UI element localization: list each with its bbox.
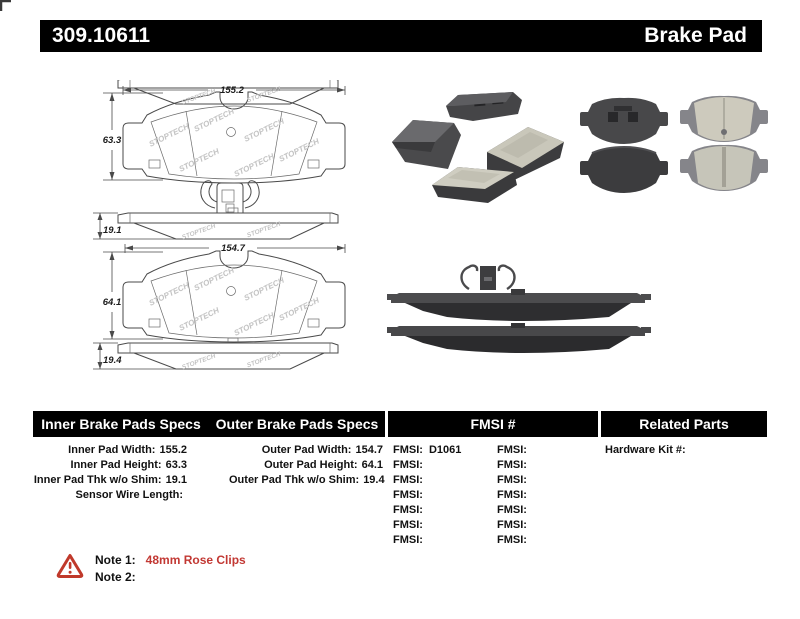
pads-specs-header-bar — [33, 411, 385, 437]
note1-label: Note 1: — [95, 553, 136, 567]
outer-spec-row — [229, 473, 383, 488]
product-photo-flat-set — [580, 92, 770, 194]
related-parts-title: Related Parts — [639, 416, 729, 432]
pad-photo-top — [446, 92, 522, 121]
spec-value: 19.4 — [363, 474, 385, 486]
related-part-label: Hardware Kit #: — [605, 444, 686, 456]
inner-spec-row — [33, 458, 187, 473]
spec-value: 154.7 — [355, 444, 383, 456]
svg-text:STOPTECH: STOPTECH — [177, 146, 221, 174]
svg-text:STOPTECH: STOPTECH — [232, 151, 276, 179]
fmsi-row — [393, 473, 461, 488]
svg-text:STOPTECH: STOPTECH — [246, 85, 282, 105]
svg-text:19.4: 19.4 — [103, 355, 122, 366]
fmsi-label: FMSI: — [393, 459, 423, 471]
fmsi-label: FMSI: — [497, 444, 527, 456]
inner-spec-row — [33, 443, 187, 458]
inner-spec-row — [33, 488, 187, 503]
fmsi-label: FMSI: — [497, 489, 527, 501]
spec-label: Inner Pad Thk w/o Shim: — [33, 474, 162, 486]
spec-label: Inner Pad Width: — [68, 444, 156, 456]
outer-spec-row — [229, 458, 383, 473]
note2-label: Note 2: — [95, 570, 136, 584]
fmsi-row — [497, 473, 533, 488]
related-part-row — [605, 443, 765, 458]
fmsi-title: FMSI # — [470, 416, 516, 432]
pad-photo-left — [392, 120, 461, 169]
fmsi-label: FMSI: — [393, 474, 423, 486]
fmsi-label: FMSI: — [497, 474, 527, 486]
svg-text:19.1: 19.1 — [103, 225, 122, 236]
spec-value: 155.2 — [159, 444, 187, 456]
spec-value: 63.3 — [165, 459, 187, 471]
fmsi-label: FMSI: — [393, 489, 423, 501]
fmsi-row — [497, 488, 533, 503]
notes-block — [95, 552, 246, 586]
fmsi-label: FMSI: — [393, 444, 423, 456]
fmsi-label: FMSI: — [497, 504, 527, 516]
spec-label: Sensor Wire Length: — [75, 489, 183, 501]
fmsi-row — [497, 458, 533, 473]
related-parts-header-bar — [601, 411, 767, 437]
outer-specs-list — [229, 443, 383, 488]
fmsi-row — [393, 443, 461, 458]
pad-photo-friction-bottom — [680, 145, 768, 191]
part-number: 309.10611 — [52, 24, 151, 47]
note-1 — [95, 552, 246, 569]
spec-label: Outer Pad Thk w/o Shim: — [229, 474, 360, 486]
pad-photo-friction-top — [680, 96, 768, 142]
pad-photo-back-plain — [580, 147, 668, 193]
fmsi-row — [497, 503, 533, 518]
fmsi-row — [393, 503, 461, 518]
fmsi-row — [393, 533, 461, 548]
dim-outer-thickness — [93, 343, 176, 369]
edge-pad-bottom — [387, 323, 651, 353]
fmsi-list-1 — [393, 443, 461, 548]
fmsi-row — [393, 488, 461, 503]
product-photo-edge-set — [385, 263, 655, 355]
dim-inner-thickness — [93, 213, 176, 239]
fmsi-label: FMSI: — [497, 534, 527, 546]
fmsi-row — [393, 518, 461, 533]
svg-text:STOPTECH: STOPTECH — [147, 121, 191, 149]
inner-spec-row — [33, 473, 187, 488]
warning-icon — [56, 553, 84, 579]
svg-text:155.2: 155.2 — [220, 85, 244, 96]
fmsi-list-2 — [497, 443, 533, 548]
svg-text:63.3: 63.3 — [102, 135, 122, 146]
title-bar — [40, 20, 762, 52]
edge-clip — [462, 266, 515, 290]
spec-value: 19.1 — [165, 474, 187, 486]
svg-text:STOPTECH: STOPTECH — [181, 87, 217, 107]
fmsi-header-bar — [388, 411, 598, 437]
fmsi-row — [497, 518, 533, 533]
pad-photo-back-with-hardware — [580, 98, 668, 144]
technical-drawing — [45, 80, 385, 375]
outer-spec-row — [229, 443, 383, 458]
spec-label: Outer Pad Height: — [264, 459, 358, 471]
svg-text:64.1: 64.1 — [102, 297, 122, 308]
fmsi-value: D1061 — [428, 444, 462, 456]
svg-text:STOPTECH: STOPTECH — [192, 106, 236, 134]
spec-value: 64.1 — [361, 459, 383, 471]
fmsi-label: FMSI: — [393, 534, 423, 546]
fmsi-row — [497, 533, 533, 548]
pad-photo-bottom — [432, 167, 517, 203]
corner-mark — [0, 0, 14, 14]
spec-label: Inner Pad Height: — [70, 459, 162, 471]
svg-text:STOPTECH: STOPTECH — [277, 136, 321, 164]
svg-text:STOPTECH: STOPTECH — [242, 116, 286, 144]
product-photo-angled-set — [388, 90, 568, 208]
edge-pad-top — [387, 289, 651, 321]
fmsi-label: FMSI: — [393, 519, 423, 531]
product-type: Brake Pad — [644, 24, 747, 47]
inner-specs-list — [33, 443, 187, 503]
fmsi-label: FMSI: — [497, 459, 527, 471]
related-parts-list — [605, 443, 765, 458]
note1-value: 48mm Rose Clips — [145, 553, 246, 567]
fmsi-label: FMSI: — [497, 519, 527, 531]
inner-specs-title: Inner Brake Pads Specs — [41, 416, 201, 432]
outer-specs-title: Outer Brake Pads Specs — [215, 416, 379, 432]
spec-label: Outer Pad Width: — [261, 444, 352, 456]
fmsi-row — [497, 443, 533, 458]
fmsi-row — [393, 458, 461, 473]
svg-text:154.7: 154.7 — [221, 243, 245, 254]
dim-inner-width — [123, 85, 345, 96]
fmsi-label: FMSI: — [393, 504, 423, 516]
note-2 — [95, 569, 246, 586]
